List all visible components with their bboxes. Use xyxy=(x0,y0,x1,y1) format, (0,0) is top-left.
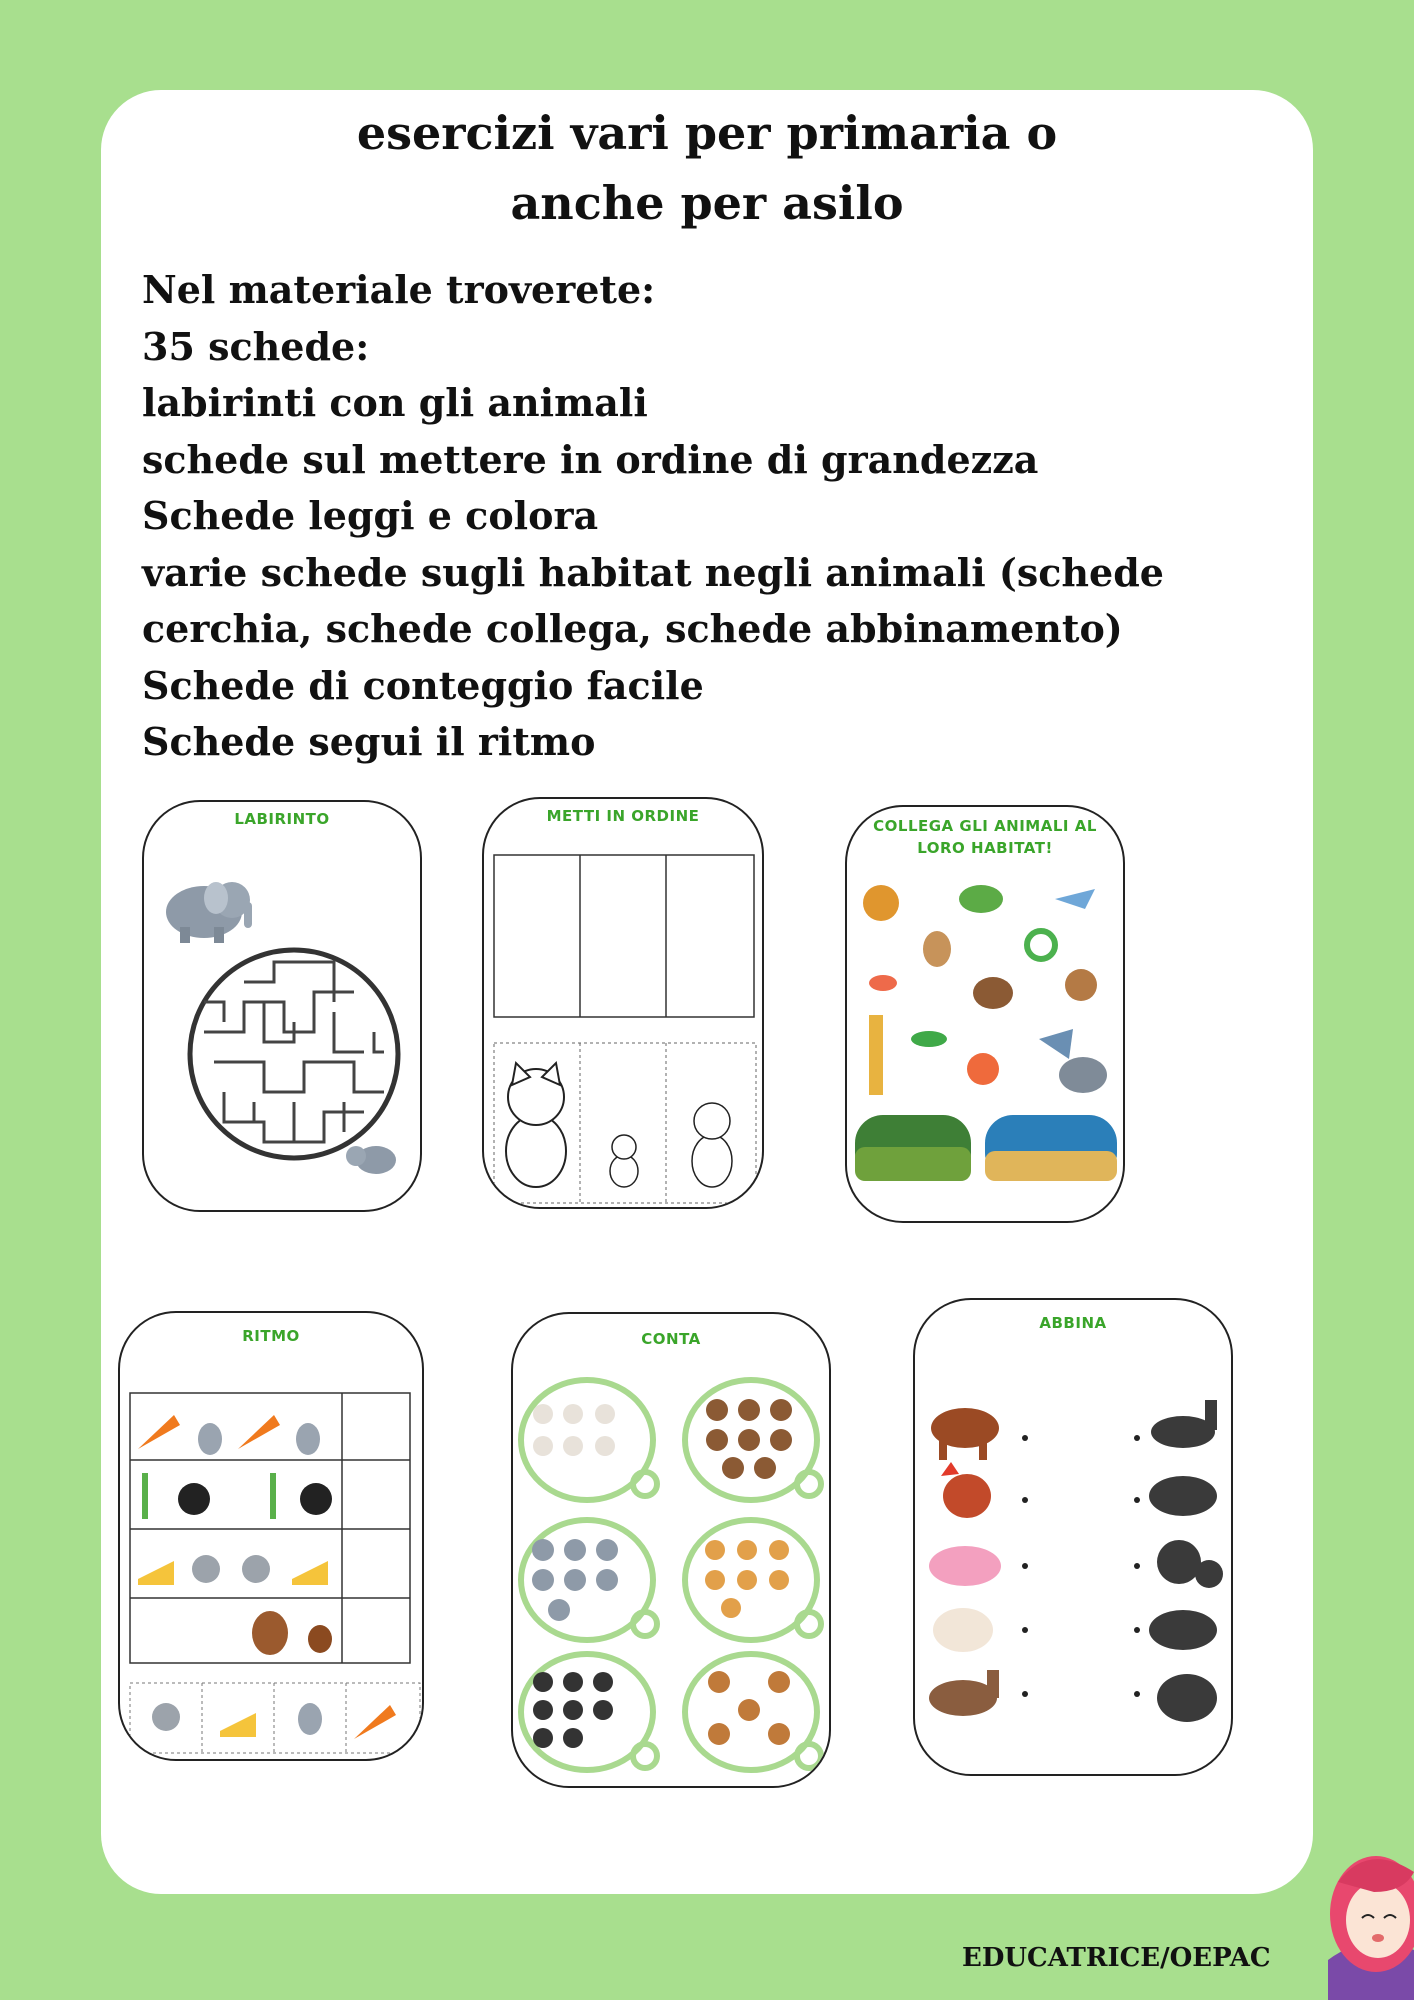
footer-credit: EDUCATRICE/OEPAC xyxy=(962,1943,1271,1973)
squirrel-icon xyxy=(252,1611,288,1655)
card-title-collega-line1: COLLEGA GLI ANIMALI AL xyxy=(873,817,1097,835)
shark-icon xyxy=(1055,889,1095,909)
manta-icon xyxy=(1039,1029,1073,1059)
desc-line: labirinti con gli animali xyxy=(142,380,648,425)
habitat-animals-illustration xyxy=(847,807,1123,1221)
desc-line: cerchia, schede collega, schede abbinamento) xyxy=(142,606,1123,651)
desc-line: Nel materiale troverete: xyxy=(142,267,656,312)
buffalo-icon xyxy=(931,1408,999,1460)
shrimp-icon xyxy=(869,975,897,991)
pig-shadow-icon xyxy=(1149,1476,1217,1516)
turtle-icon xyxy=(959,885,1003,913)
card-title-abbina: ABBINA xyxy=(1039,1314,1107,1332)
matching-illustration xyxy=(915,1300,1231,1774)
sheep-icon xyxy=(533,1404,615,1456)
desc-line: Schede di conteggio facile xyxy=(142,662,704,708)
octopus-icon xyxy=(967,1053,999,1085)
bear-icon xyxy=(973,977,1013,1009)
rooster-shadow-icon xyxy=(1157,1540,1223,1588)
iguana-icon xyxy=(911,1031,947,1047)
card-ritmo xyxy=(118,1311,424,1761)
rabbit-icon xyxy=(198,1423,320,1455)
sheep-icon xyxy=(933,1608,993,1652)
elephant-icon xyxy=(532,1539,618,1621)
desc-line: Schede segui il ritmo xyxy=(142,719,596,764)
tiger-icon xyxy=(705,1540,789,1618)
desc-line: varie schede sugli habitat negli animali (schede xyxy=(142,549,1164,595)
desc-line: Schede leggi e colora xyxy=(142,493,599,538)
page-title xyxy=(101,98,1313,238)
card-collega-habitat xyxy=(845,805,1125,1223)
buffalo-shadow-icon xyxy=(1149,1610,1217,1650)
card-title-metti-in-ordine: METTI IN ORDINE xyxy=(546,807,700,825)
cat-large-icon xyxy=(506,1063,566,1187)
monkey-icon xyxy=(708,1671,790,1745)
order-grid-illustration xyxy=(484,799,762,1207)
title-line-2: anche per asilo xyxy=(510,176,904,230)
card-title-labirinto: LABIRINTO xyxy=(234,810,330,828)
small-elephant-icon xyxy=(346,1146,396,1174)
cat-medium-icon xyxy=(692,1103,732,1187)
snake-icon xyxy=(1027,931,1055,959)
card-title-collega-line2: LORO HABITAT! xyxy=(917,839,1053,857)
card-abbina xyxy=(913,1298,1233,1776)
card-labirinto xyxy=(142,800,422,1212)
monkey-icon xyxy=(1065,969,1097,1001)
deer-icon xyxy=(923,931,951,967)
giraffe-icon xyxy=(869,1015,883,1095)
elephant-icon xyxy=(166,882,252,943)
horse-shadow-icon xyxy=(1151,1400,1217,1448)
mouse-icon xyxy=(192,1555,270,1583)
title-line-1: esercizi vari per primaria o xyxy=(356,106,1058,160)
avatar xyxy=(1318,1822,1414,2000)
elephant-icon xyxy=(1059,1057,1107,1093)
cat-small-icon xyxy=(610,1135,638,1187)
card-conta xyxy=(511,1312,831,1788)
panda-icon xyxy=(178,1483,332,1515)
material-description xyxy=(142,262,1302,771)
rooster-icon xyxy=(941,1462,991,1518)
desc-line: schede sul mettere in ordine di grandezza xyxy=(142,436,1039,482)
card-title-conta: CONTA xyxy=(641,1330,701,1348)
maze-illustration xyxy=(144,802,420,1210)
panda-icon xyxy=(533,1672,613,1748)
bear-icon xyxy=(706,1399,792,1479)
counting-illustration xyxy=(513,1314,829,1786)
card-title-ritmo: RITMO xyxy=(242,1327,300,1345)
acorn-icon xyxy=(308,1625,332,1653)
horse-icon xyxy=(929,1670,999,1716)
cheese-icon xyxy=(138,1561,328,1585)
lion-icon xyxy=(863,885,899,921)
rhythm-grid-illustration xyxy=(120,1313,422,1759)
sheep-shadow-icon xyxy=(1157,1674,1217,1722)
desc-line: 35 schede: xyxy=(142,323,370,369)
card-metti-in-ordine xyxy=(482,797,764,1209)
pig-icon xyxy=(929,1546,1001,1586)
